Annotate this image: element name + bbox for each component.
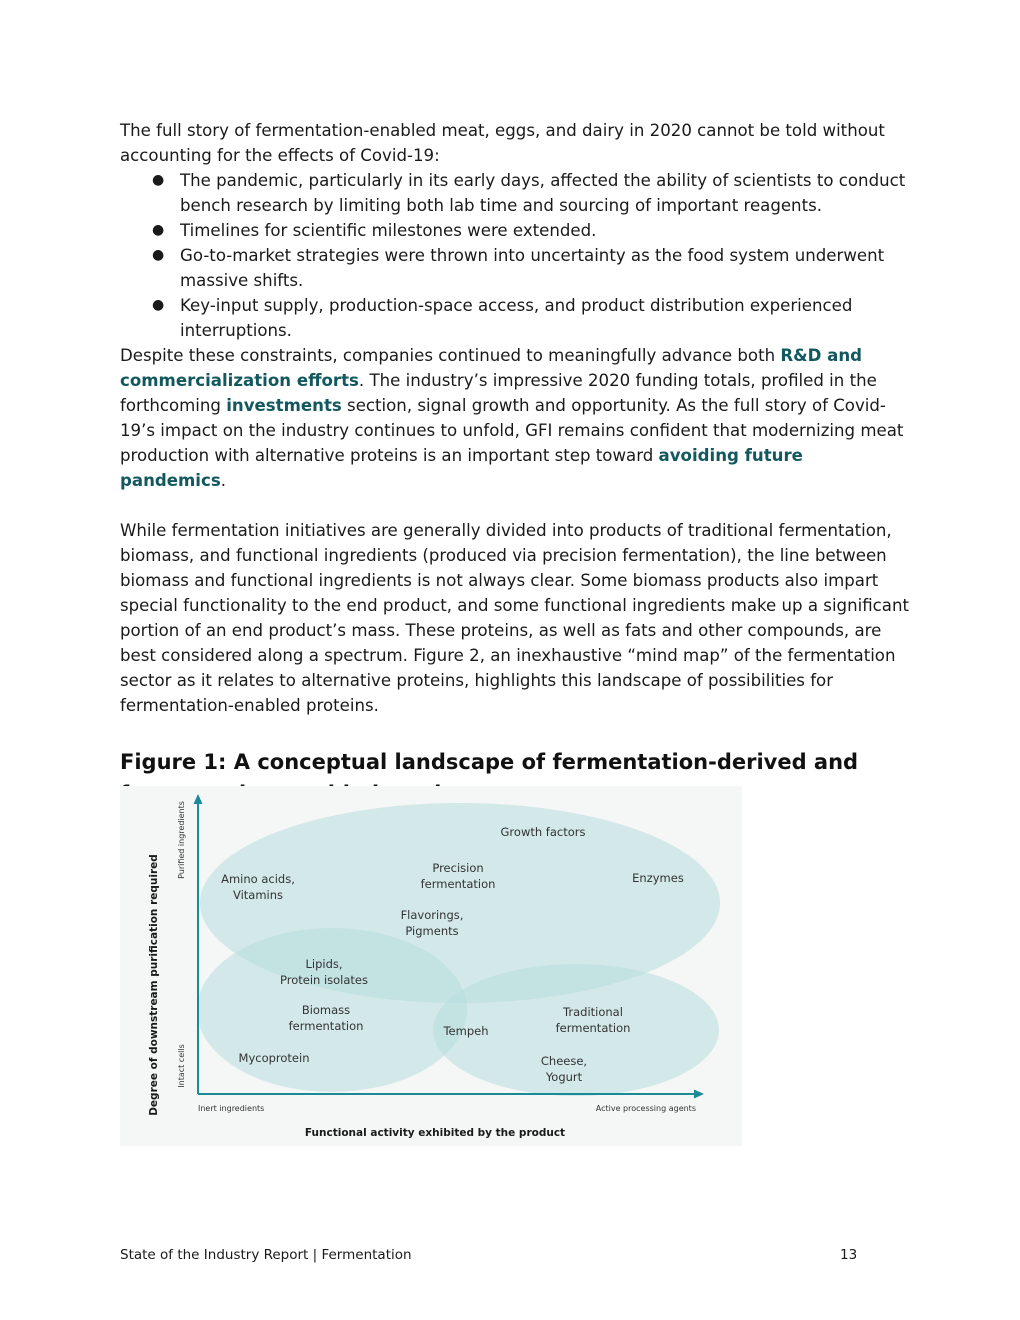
intro-paragraph: The full story of fermentation-enabled meat, eggs, and dairy in 2020 cannot be told without accounting for the effects of Covid-19: [120,121,885,165]
figure-title: Figure 1: A conceptual landscape of fermentation-derived and [120,750,859,774]
figure-landscape [120,786,742,1146]
footer-report-title: State of the Industry Report | Fermentation [120,1247,412,1263]
x-axis-arrow-icon [694,1090,704,1099]
traditional-fermentation-label: fermentation [555,1021,631,1035]
x-axis-title: Functional activity exhibited by the product [304,1127,566,1139]
biomass-fermentation-label: fermentation [288,1019,364,1033]
bullet-icon: ● [152,172,165,188]
flavorings-label: Pigments [405,924,459,938]
bullet-icon: ● [152,297,165,313]
bullet-icon: ● [152,222,165,238]
amino-acids-label: Vitamins [232,888,284,902]
investments-link[interactable]: investments [226,396,342,415]
list-item: ● Key-input supply, production-space access, and product distribution experienced interruptions. [120,293,910,343]
tempeh-label: Tempeh [443,1024,489,1038]
list-item: ● Timelines for scientific milestones were extended. [120,218,910,243]
growth-factors-label: Growth factors [500,825,586,839]
covid-effects-list [120,168,910,343]
page-body [120,118,910,810]
y-axis-bottom-label: Intact cells [177,1044,186,1088]
avoiding-pandemics-link[interactable]: avoiding future pandemics [120,446,803,490]
precision-fermentation-label: Precision [432,861,484,875]
traditional-fermentation-label: Traditional [563,1005,623,1019]
cheese-yogurt-label: Yogurt [545,1070,583,1084]
y-axis-top-label: Purified ingredients [177,801,186,879]
amino-acids-label: Amino acids, [221,872,295,886]
cheese-yogurt-label: Cheese, [540,1054,588,1068]
y-axis-title: Degree of downstream purification required [148,854,160,1116]
constraints-paragraph: Despite these constraints, companies continued to meaningfully advance both R&D and commercialization efforts. The industry’s impressive 2020 funding totals, profiled in the forthcoming investments section, signal growth and opportunity. As the full story of Covid-19’s impact on the industry continues to unfold, GFI remains confident that modernizing meat production with alternative proteins is an important step toward avoiding future pandemics. [120,346,904,490]
lipids-label: Lipids, [305,957,343,971]
biomass-fermentation-label: Biomass [301,1003,351,1017]
precision-fermentation-label: fermentation [420,877,496,891]
flavorings-label: Flavorings, [400,908,464,922]
y-axis-arrow-icon [194,794,203,804]
enzymes-label: Enzymes [632,871,684,885]
mycoprotein-label: Mycoprotein [238,1051,310,1065]
landscape-diagram [120,786,742,1146]
bullet-icon: ● [152,247,165,263]
lipids-label: Protein isolates [279,973,369,987]
spectrum-paragraph: While fermentation initiatives are generally divided into products of traditional fermentation, biomass, and functional ingredients (produced via precision fermentation), the line between biomass and functional ingredients is not always clear. Some biomass products also impart special functionality to the end product, and some functional ingredients make up a significant portion of an end product’s mass. These proteins, as well as fats and other compounds, are best considered along a spectrum. Figure 2, an inexhaustive “mind map” of the fermentation sector as it relates to alternative proteins, highlights this landscape of possibilities for fermentation-enabled proteins. [120,521,909,715]
footer-page-number: 13 [840,1247,858,1263]
rd-commercialization-link[interactable]: R&D and commercialization efforts [120,346,863,390]
x-axis-right-label: Active processing agents [595,1104,696,1113]
paragraph-spacer [120,493,910,518]
list-item: ● The pandemic, particularly in its early days, affected the ability of scientists to conduct bench research by limiting both lab time and sourcing of important reagents. [120,168,910,218]
x-axis-left-label: Inert ingredients [198,1104,265,1113]
list-item: ● Go-to-market strategies were thrown into uncertainty as the food system underwent massive shifts. [120,243,910,293]
